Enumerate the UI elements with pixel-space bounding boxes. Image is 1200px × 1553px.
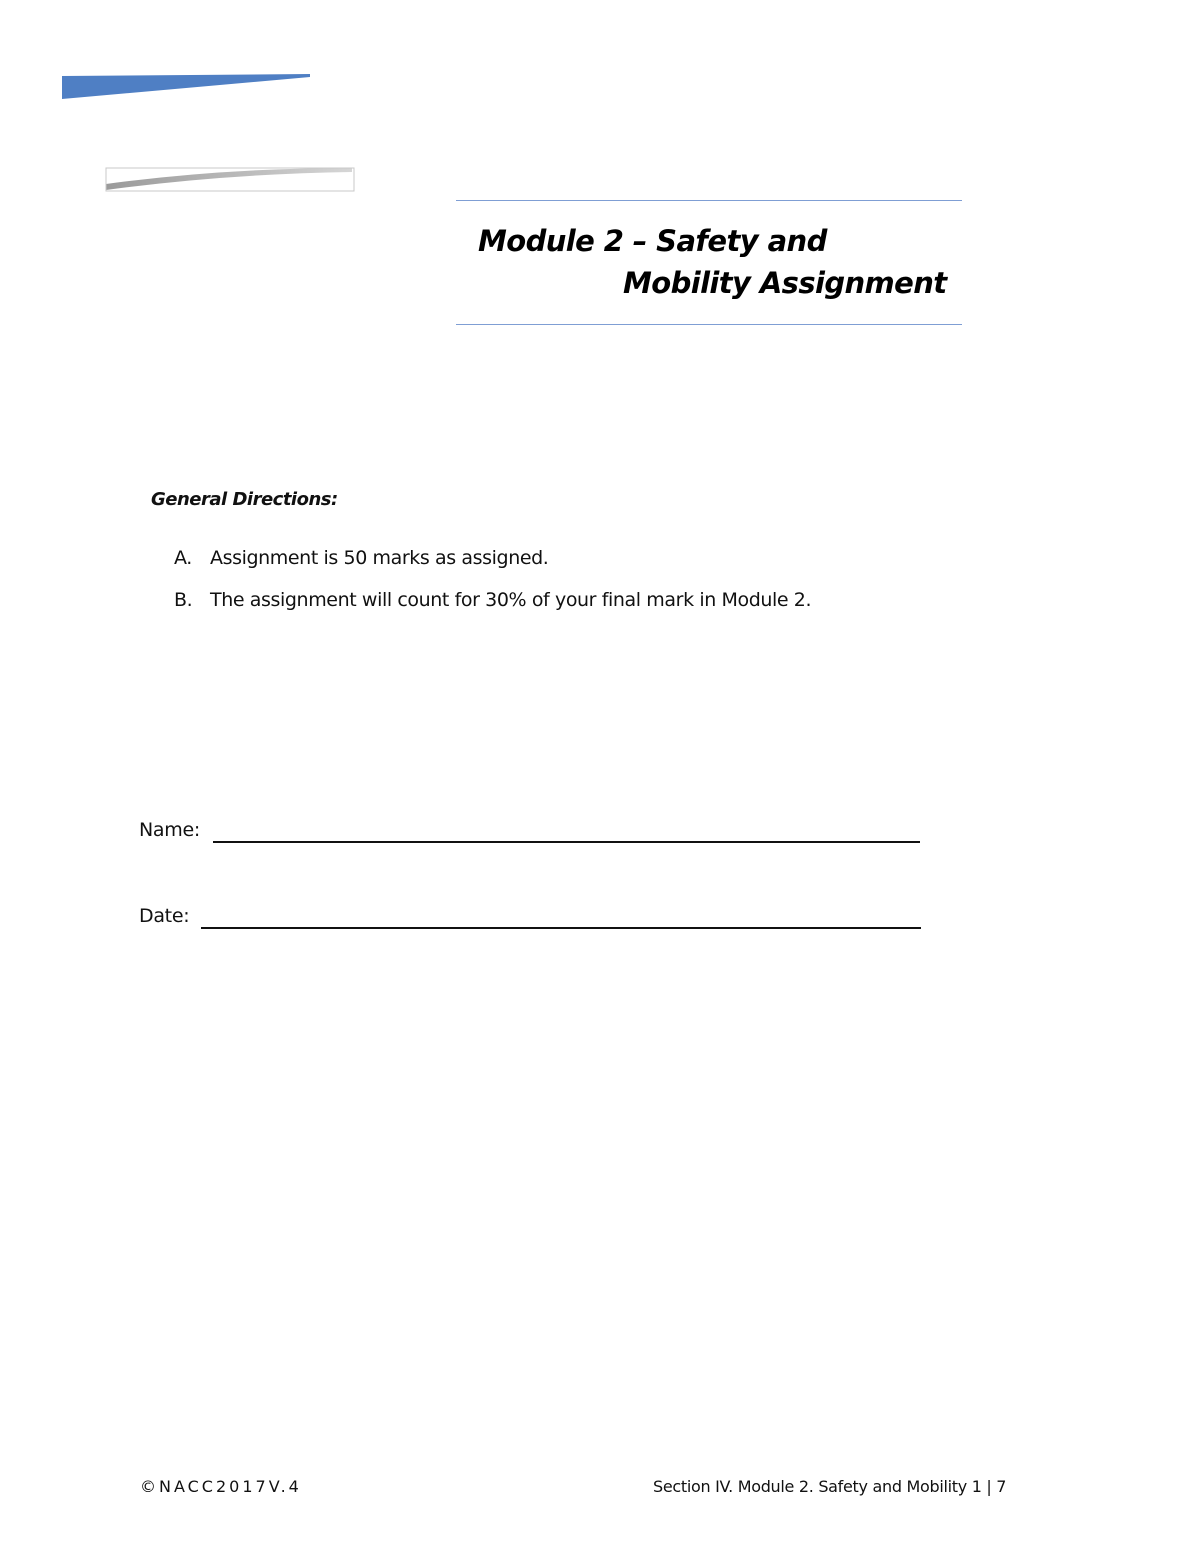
list-item bbox=[174, 547, 548, 569]
copyright-footer: ©NACC2017V.4 bbox=[140, 1477, 302, 1496]
page-title-line-1: Module 2 – Safety and bbox=[478, 224, 827, 258]
list-item-text: The assignment will count for 30% of your final mark in Module 2. bbox=[210, 589, 812, 611]
gray-swoosh-decoration bbox=[104, 164, 358, 196]
list-item-text: Assignment is 50 marks as assigned. bbox=[210, 547, 549, 569]
list-item bbox=[174, 589, 811, 611]
date-label: Date: bbox=[139, 905, 190, 927]
date-field[interactable] bbox=[201, 927, 921, 929]
name-field[interactable] bbox=[213, 841, 920, 843]
name-label: Name: bbox=[139, 819, 200, 841]
page-title-line-2: Mobility Assignment bbox=[623, 266, 947, 300]
list-marker: A. bbox=[174, 547, 192, 569]
title-top-rule bbox=[456, 200, 962, 201]
blue-banner-decoration bbox=[60, 72, 312, 102]
directions-heading: General Directions: bbox=[151, 489, 338, 510]
title-bottom-rule bbox=[456, 324, 962, 325]
page-number-footer: Section IV. Module 2. Safety and Mobility 1 | 7 bbox=[653, 1477, 1007, 1496]
list-marker: B. bbox=[174, 589, 193, 611]
